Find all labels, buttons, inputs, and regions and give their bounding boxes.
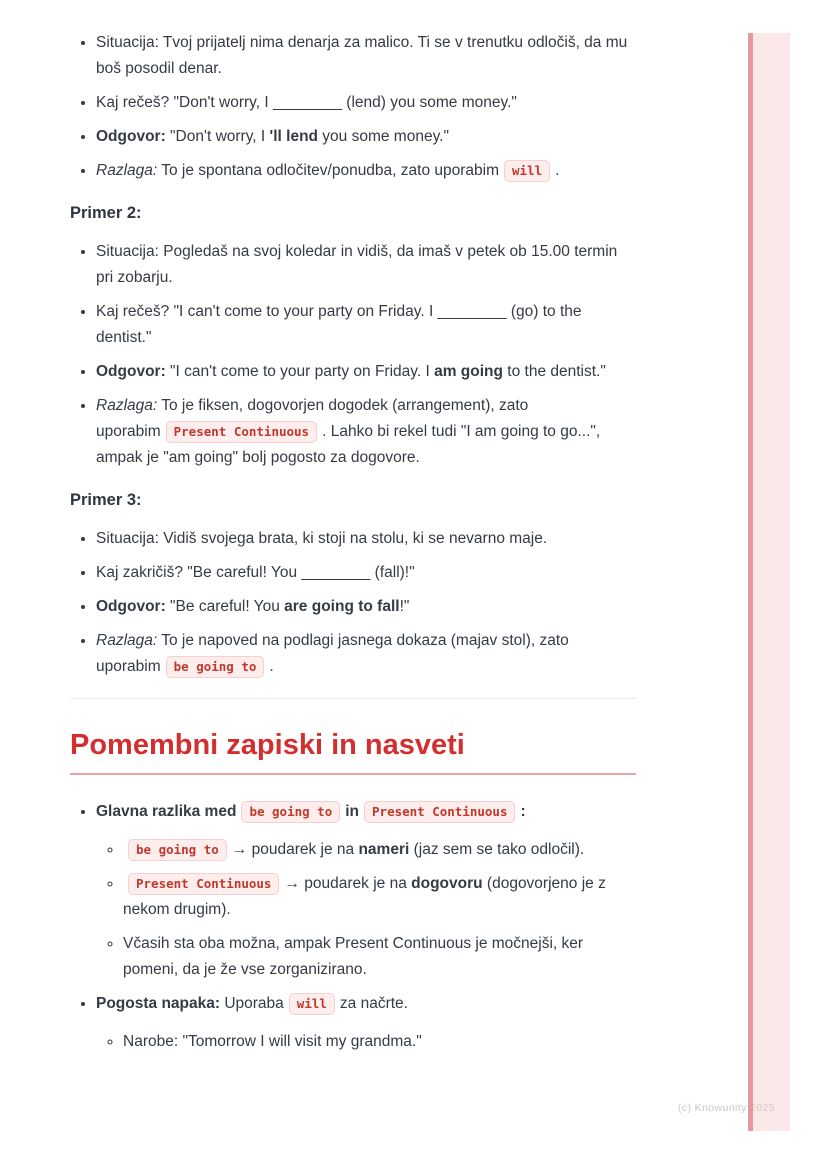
code-badge-be-going-to: be going to (128, 839, 227, 861)
text-segment: (dogovorjeno je z nekom drugim). (123, 875, 606, 918)
code-badge-present-continuous: Present Continuous (364, 801, 515, 823)
example1-list (70, 30, 636, 184)
text-segment: To je spontana odločitev/ponudba, zato uporabim (157, 162, 500, 179)
answer-label: Odgovor: (96, 363, 166, 380)
list-item-explanation (96, 393, 636, 471)
answer-bold: am going (434, 363, 503, 380)
sublist-item-intention (123, 837, 636, 863)
text-segment: To je fiksen, dogovorjen dogodek (arrangement), zato uporabim (96, 397, 529, 440)
code-badge-present-continuous: Present Continuous (128, 873, 279, 895)
code-badge-be-going-to: be going to (166, 656, 265, 678)
answer-bold: 'll lend (269, 128, 318, 145)
explanation-label: Razlaga: (96, 632, 158, 649)
sublist-item-both-possible (123, 931, 636, 983)
text-segment-bold: : (520, 803, 526, 820)
code-badge-present-continuous: Present Continuous (166, 421, 317, 443)
list-item-question (96, 90, 636, 116)
text-segment-bold: nameri (358, 841, 410, 858)
text-segment: !" (399, 598, 410, 615)
copyright-watermark: (c) Knowunity 2025 (677, 1102, 775, 1114)
code-badge-will: will (504, 160, 550, 182)
list-item-situation (96, 526, 636, 552)
right-margin-highlight-bar (748, 33, 790, 1131)
list-item-question (96, 299, 636, 351)
list-item-explanation (96, 158, 636, 184)
explanation-label: Razlaga: (96, 162, 158, 179)
text-segment: Uporaba (220, 995, 284, 1012)
section-heading-primer3: Primer 3: (70, 491, 142, 509)
answer-label: Odgovor: (96, 128, 166, 145)
list-item-common-mistake (96, 991, 636, 1055)
mistake-sublist (96, 1029, 636, 1055)
list-item-question (96, 560, 636, 586)
text-segment: you some money." (318, 128, 449, 145)
list-item-situation (96, 239, 636, 291)
section-heading-primer2: Primer 2: (70, 204, 142, 222)
text-segment: Narobe: "Tomorrow I will visit my grandma." (123, 1033, 422, 1050)
section-divider (70, 698, 636, 699)
text-segment: (jaz sem se tako odločil). (409, 841, 585, 858)
text-segment: → poudarek je na (284, 875, 412, 892)
text-segment: "Don't worry, I (165, 128, 270, 145)
answer-bold: are going to fall (284, 598, 400, 615)
document-content (70, 30, 636, 1063)
list-item-answer (96, 124, 636, 150)
situation-text: Situacija: Vidiš svojega brata, ki stoji na stolu, ki se nevarno maje. (96, 530, 548, 547)
sublist-item-arrangement (123, 871, 636, 923)
text-segment: "Be careful! You (165, 598, 285, 615)
explanation-label: Razlaga: (96, 397, 158, 414)
list-item-answer (96, 359, 636, 385)
page-title: Pomembni zapiski in nasveti (70, 728, 636, 775)
answer-label: Odgovor: (96, 598, 166, 615)
code-badge-be-going-to: be going to (241, 801, 340, 823)
text-segment: . Lahko bi rekel tudi "I am going to go...", ampak je "am going" bolj pogosto za dogovore. (96, 423, 601, 466)
text-segment-bold: dogovoru (411, 875, 483, 892)
sublist-item-wrong-example (123, 1029, 636, 1055)
mistake-label: Pogosta napaka: (96, 995, 221, 1012)
text-segment: to the dentist." (502, 363, 606, 380)
list-item-answer (96, 594, 636, 620)
text-segment: To je napoved na podlagi jasnega dokaza (majav stol), zato uporabim (96, 632, 569, 675)
text-segment: . (269, 658, 274, 675)
example2-list (70, 239, 636, 471)
situation-text: Situacija: Tvoj prijatelj nima denarja za malico. Ti se v trenutku odločiš, da mu boš posodil denar. (96, 34, 628, 77)
text-segment: . (555, 162, 560, 179)
code-badge-will: will (289, 993, 335, 1015)
notes-list (70, 799, 636, 1055)
text-segment: "I can't come to your party on Friday. I (165, 363, 435, 380)
text-segment: za načrte. (339, 995, 408, 1012)
list-item-situation (96, 30, 636, 82)
question-text: Kaj rečeš? "Don't worry, I ________ (lend) you some money." (96, 94, 517, 111)
situation-text: Situacija: Pogledaš na svoj koledar in vidiš, da imaš v petek ob 15.00 termin pri zobarju. (96, 243, 618, 286)
difference-sublist (96, 837, 636, 983)
text-segment: Včasih sta oba možna, ampak Present Continuous je močnejši, ker pomeni, da je že vse zorganizirano. (123, 935, 584, 978)
example3-list (70, 526, 636, 680)
text-segment-bold: Glavna razlika med (96, 803, 237, 820)
list-item-explanation (96, 628, 636, 680)
question-text: Kaj rečeš? "I can't come to your party on Friday. I ________ (go) to the dentist." (96, 303, 582, 346)
question-text: Kaj zakričiš? "Be careful! You ________ (fall)!" (96, 564, 415, 581)
text-segment-bold: in (345, 803, 360, 820)
text-segment: → poudarek je na (231, 841, 359, 858)
list-item-main-difference (96, 799, 636, 983)
